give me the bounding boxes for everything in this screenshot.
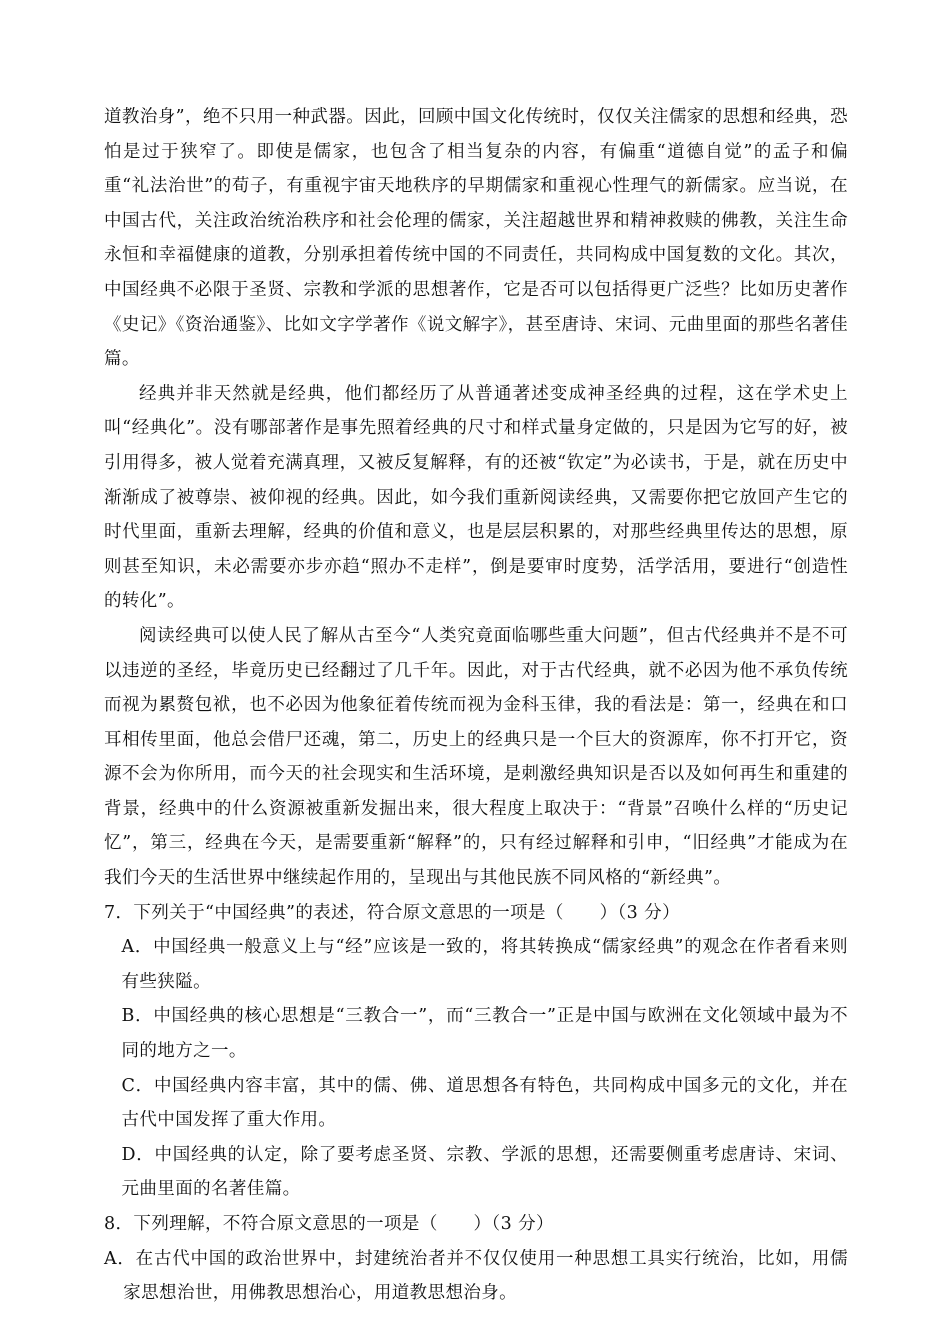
document-page — [104, 100, 848, 1311]
question-7-option-a: A．中国经典一般意义上与“经”应该是一致的，将其转换成“儒家经典”的观念在作者看来则有些狭隘。 — [121, 937, 848, 992]
paragraph-continuation: 道教治身”，绝不只用一种武器。因此，回顾中国文化传统时，仅仅关注儒家的思想和经典，恐怕是过于狭窄了。即使是儒家，也包含了相当复杂的内容，有偏重“道德自觉”的孟子和偏重“礼法治世”的荀子，有重视宇宙天地秩序的早期儒家和重视心性理气的新儒家。应当说，在中国古代，关注政治统治秩序和社会伦理的儒家，关注超越世界和精神救赎的佛教，关注生命永恒和幸福健康的道教，分别承担着传统中国的不同责任，共同构成中国复数的文化。其次，中国经典不必限于圣贤、宗教和学派的思想著作，它是否可以包括得更广泛些？比如历史著作《史记》《资治通鉴》、比如文字学著作《说文解字》，甚至唐诗、宋词、元曲里面的那些名著佳篇。 — [104, 107, 848, 370]
paragraph-canonization: 经典并非天然就是经典，他们都经历了从普通著述变成神圣经典的过程，这在学术史上叫“经典化”。没有哪部著作是事先照着经典的尺寸和样式量身定做的，只是因为它写的好，被引用得多，被人觉着充满真理，又被反复解释，有的还被“钦定”为必读书，于是，就在历史中渐渐成了被尊崇、被仰视的经典。因此，如今我们重新阅读经典，又需要你把它放回产生它的时代里面，重新去理解，经典的价值和意义，也是层层积累的，对那些经典里传达的思想，原则甚至知识，未必需要亦步亦趋“照办不走样”，倒是要审时度势，活学活用，要进行“创造性的转化”。 — [104, 383, 848, 612]
question-7-option-d: D．中国经典的认定，除了要考虑圣贤、宗教、学派的思想，还需要侧重考虑唐诗、宋词、元曲里面的名著佳篇。 — [121, 1144, 848, 1200]
question-7-option-c: C．中国经典内容丰富，其中的儒、佛、道思想各有特色，共同构成中国多元的文化，并在古代中国发挥了重大作用。 — [121, 1075, 848, 1131]
paragraph-reading-classics: 阅读经典可以使人民了解从古至今“人类究竟面临哪些重大问题”，但古代经典并不是不可以违逆的圣经，毕竟历史已经翻过了几千年。因此，对于古代经典，就不必因为他不承负传统而视为累赘包袱，也不必因为他象征着传统而视为金科玉律，我的看法是：第一，经典在和口耳相传里面，他总会借尸还魂，第二，历史上的经典只是一个巨大的资源库，你不打开它，资源不会为你所用，而今天的社会现实和生活环境，是刺激经典知识是否以及如何再生和重建的背景，经典中的什么资源被重新发掘出来，很大程度上取决于：“背景”召唤什么样的“历史记忆”，第三，经典在今天，是需要重新“解释”的，只有经过解释和引申，“旧经典”才能成为在我们今天的生活世界中继续起作用的，呈现出与其他民族不同风格的“新经典”。 — [104, 625, 848, 889]
question-8-option-a: A．在古代中国的政治世界中，封建统治者并不仅仅使用一种思想工具实行统治，比如，用儒家思想治世，用佛教思想治心，用道教思想治身。 — [104, 1248, 848, 1304]
question-7-stem: 7．下列关于“中国经典”的表述，符合原文意思的一项是（ ）（3 分） — [104, 902, 680, 923]
question-8-stem: 8．下列理解，不符合原文意思的一项是（ ）（3 分） — [104, 1214, 554, 1234]
question-7 — [104, 896, 848, 1207]
question-8 — [104, 1207, 848, 1311]
question-7-option-b: B．中国经典的核心思想是“三教合一”，而“三教合一”正是中国与欧洲在文化领域中最为不同的地方之一。 — [121, 1006, 848, 1062]
